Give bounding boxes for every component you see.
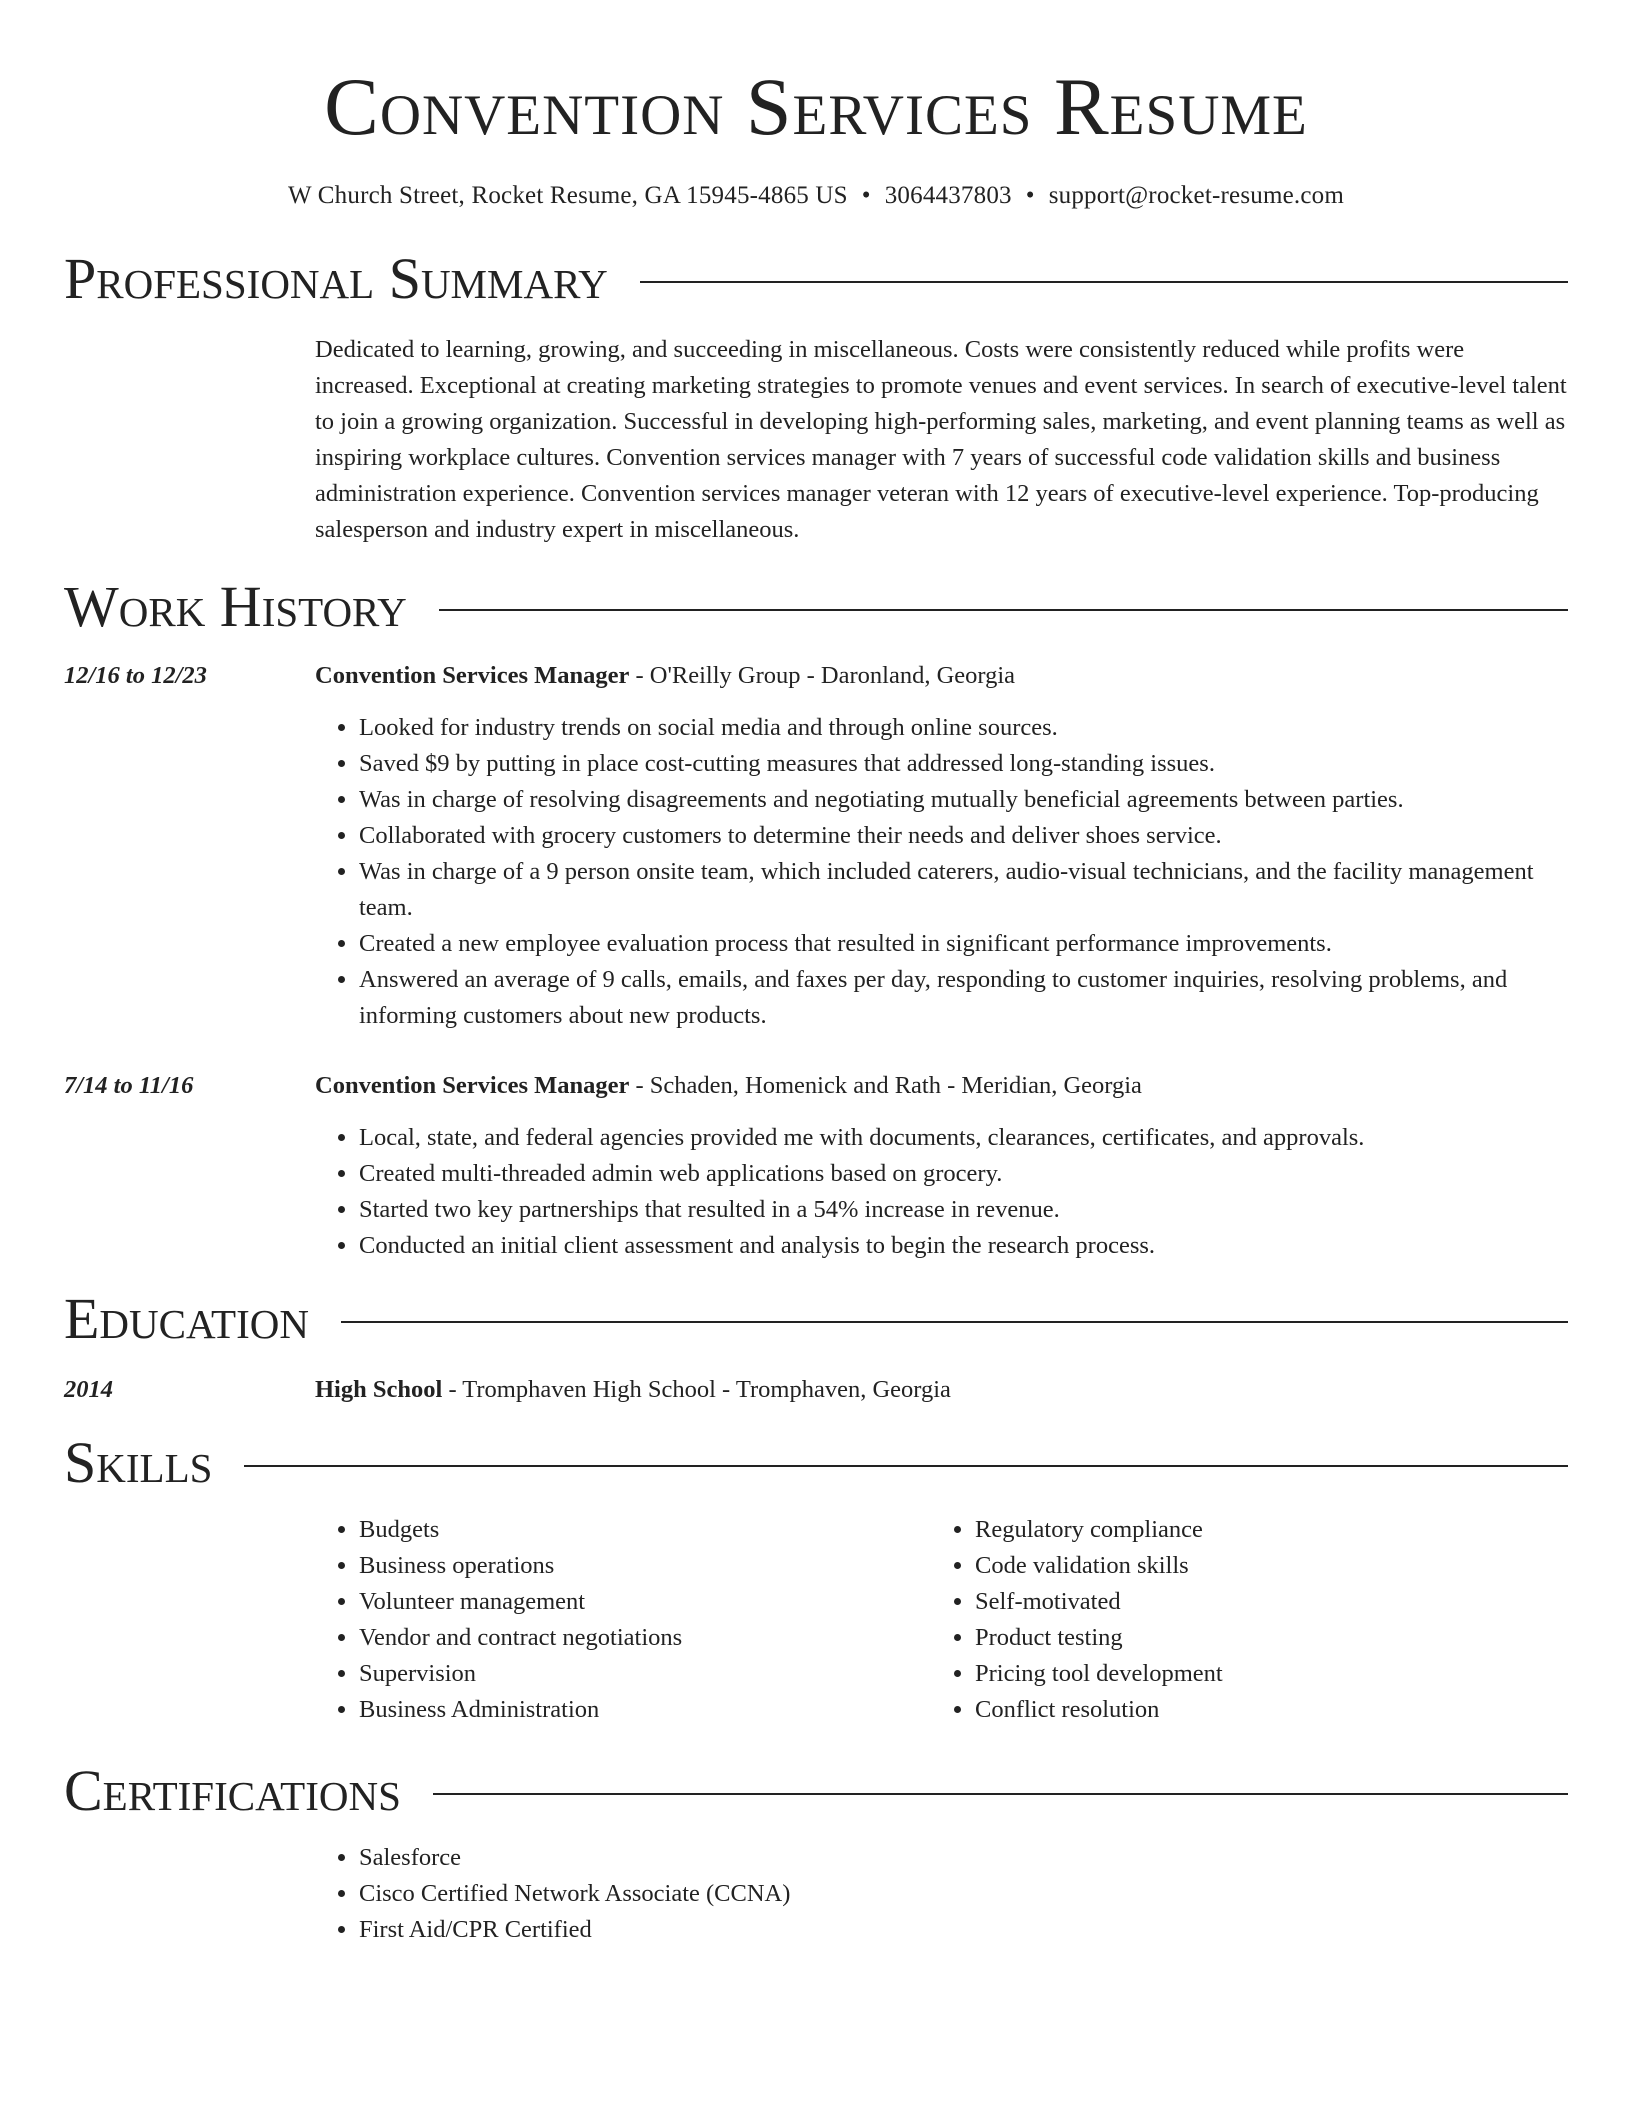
skills-column-right <box>931 1512 1547 1728</box>
skill-item: • Volunteer management <box>359 1584 931 1620</box>
contact-address: W Church Street, Rocket Resume, GA 15945-4865 US <box>288 182 848 209</box>
skill-item: • Vendor and contract negotiations <box>359 1620 931 1656</box>
skill-item: • Budgets <box>359 1512 931 1548</box>
job-entry <box>64 658 1568 1034</box>
certifications-section-header <box>64 1758 1568 1823</box>
skill-item: • Product testing <box>975 1620 1547 1656</box>
certifications-heading: Certifications <box>64 1758 401 1823</box>
summary-heading: Professional Summary <box>64 246 608 311</box>
section-divider <box>640 281 1568 283</box>
skill-item: • Self-motivated <box>975 1584 1547 1620</box>
skill-item: • Business Administration <box>359 1692 931 1728</box>
job-dates: 7/14 to 11/16 <box>64 1072 194 1099</box>
job-bullets-row <box>64 1120 1568 1264</box>
contact-line <box>64 182 1568 210</box>
job-bullet: • Started two key partnerships that resulted in a 54% increase in revenue. <box>359 1192 1568 1228</box>
job-bullet-list <box>315 710 1568 1034</box>
job-heading-line <box>315 1068 1568 1104</box>
work-section-header <box>64 574 1568 639</box>
skills-row <box>64 1512 1568 1728</box>
skills-list <box>931 1512 1547 1728</box>
summary-section-header <box>64 246 1568 311</box>
job-title: Convention Services Manager <box>315 662 630 689</box>
section-divider <box>433 1793 1568 1795</box>
job-title: Convention Services Manager <box>315 1072 630 1099</box>
job-company-location: - O'Reilly Group - Daronland, Georgia <box>629 662 1016 689</box>
education-line <box>315 1372 1568 1408</box>
job-bullet-list <box>315 1120 1568 1264</box>
education-section-header <box>64 1286 1568 1351</box>
job-bullet: • Conducted an initial client assessment and analysis to begin the research process. <box>359 1228 1568 1264</box>
education-school-location: - Tromphaven High School - Tromphaven, Georgia <box>442 1376 951 1403</box>
job-bullets-spacer <box>64 710 315 1034</box>
certification-item: • Cisco Certified Network Associate (CCNA) <box>359 1876 1568 1912</box>
certifications-row <box>64 1840 1568 1948</box>
skill-item: • Regulatory compliance <box>975 1512 1547 1548</box>
job-bullets-row <box>64 710 1568 1034</box>
contact-email: support@rocket-resume.com <box>1048 182 1344 209</box>
contact-phone: 3064437803 <box>884 182 1012 209</box>
summary-label-spacer <box>64 332 315 548</box>
job-heading-line <box>315 658 1568 694</box>
skill-item: • Conflict resolution <box>975 1692 1547 1728</box>
certifications-list <box>315 1840 1568 1948</box>
resume-title: Convention Services Resume <box>324 61 1308 152</box>
job-bullet: • Looked for industry trends on social media and through online sources. <box>359 710 1568 746</box>
education-heading: Education <box>64 1286 309 1351</box>
job-bullet: • Created a new employee evaluation process that resulted in significant performance improvements. <box>359 926 1568 962</box>
section-divider <box>341 1321 1568 1323</box>
education-degree: High School <box>315 1376 443 1403</box>
job-bullet: • Answered an average of 9 calls, emails, and faxes per day, responding to customer inquiries, resolving problems, and informing customers about new products. <box>359 962 1568 1034</box>
skills-label-spacer <box>64 1512 315 1728</box>
work-heading: Work History <box>64 574 407 639</box>
job-bullet: • Local, state, and federal agencies provided me with documents, clearances, certificates, and approvals. <box>359 1120 1568 1156</box>
skills-list <box>315 1512 931 1728</box>
job-bullet: • Saved $9 by putting in place cost-cutting measures that addressed long-standing issues. <box>359 746 1568 782</box>
section-divider <box>439 609 1568 611</box>
skills-column-left <box>315 1512 931 1728</box>
job-bullets-spacer <box>64 1120 315 1264</box>
job-bullet: • Was in charge of a 9 person onsite team, which included caterers, audio-visual technicians, and the facility management team. <box>359 854 1568 926</box>
job-company-location: - Schaden, Homenick and Rath - Meridian, Georgia <box>629 1072 1142 1099</box>
contact-separator: • <box>1025 182 1035 209</box>
summary-row <box>64 332 1568 548</box>
job-bullet: • Was in charge of resolving disagreements and negotiating mutually beneficial agreements between parties. <box>359 782 1568 818</box>
education-year: 2014 <box>64 1376 113 1403</box>
job-bullet: • Collaborated with grocery customers to determine their needs and deliver shoes service. <box>359 818 1568 854</box>
skills-section-header <box>64 1430 1568 1495</box>
summary-text: Dedicated to learning, growing, and succeeding in miscellaneous. Costs were consistently reduced while profits were increased. Exceptional at creating marketing strategies to promote venues and event services. In search of executive-level talent to join a growing organization. Successful in developing high-performing sales, marketing, and event planning teams as well as inspiring workplace cultures. Convention services manager with 7 years of successful code validation skills and business administration experience. Convention services manager veteran with 12 years of executive-level experience. Top-producing salesperson and industry expert in miscellaneous. <box>315 336 1567 543</box>
certification-item: • Salesforce <box>359 1840 1568 1876</box>
skill-item: • Pricing tool development <box>975 1656 1547 1692</box>
skill-item: • Code validation skills <box>975 1548 1547 1584</box>
skills-heading: Skills <box>64 1430 213 1495</box>
job-entry <box>64 1068 1568 1264</box>
job-dates: 12/16 to 12/23 <box>64 662 207 689</box>
contact-separator: • <box>861 182 871 209</box>
job-bullet: • Created multi-threaded admin web applications based on grocery. <box>359 1156 1568 1192</box>
section-divider <box>244 1465 1568 1467</box>
certifications-label-spacer <box>64 1840 315 1948</box>
skill-item: • Business operations <box>359 1548 931 1584</box>
certification-item: • First Aid/CPR Certified <box>359 1912 1568 1948</box>
job-header <box>64 658 1568 694</box>
education-entry <box>64 1372 1568 1408</box>
skill-item: • Supervision <box>359 1656 931 1692</box>
job-header <box>64 1068 1568 1104</box>
